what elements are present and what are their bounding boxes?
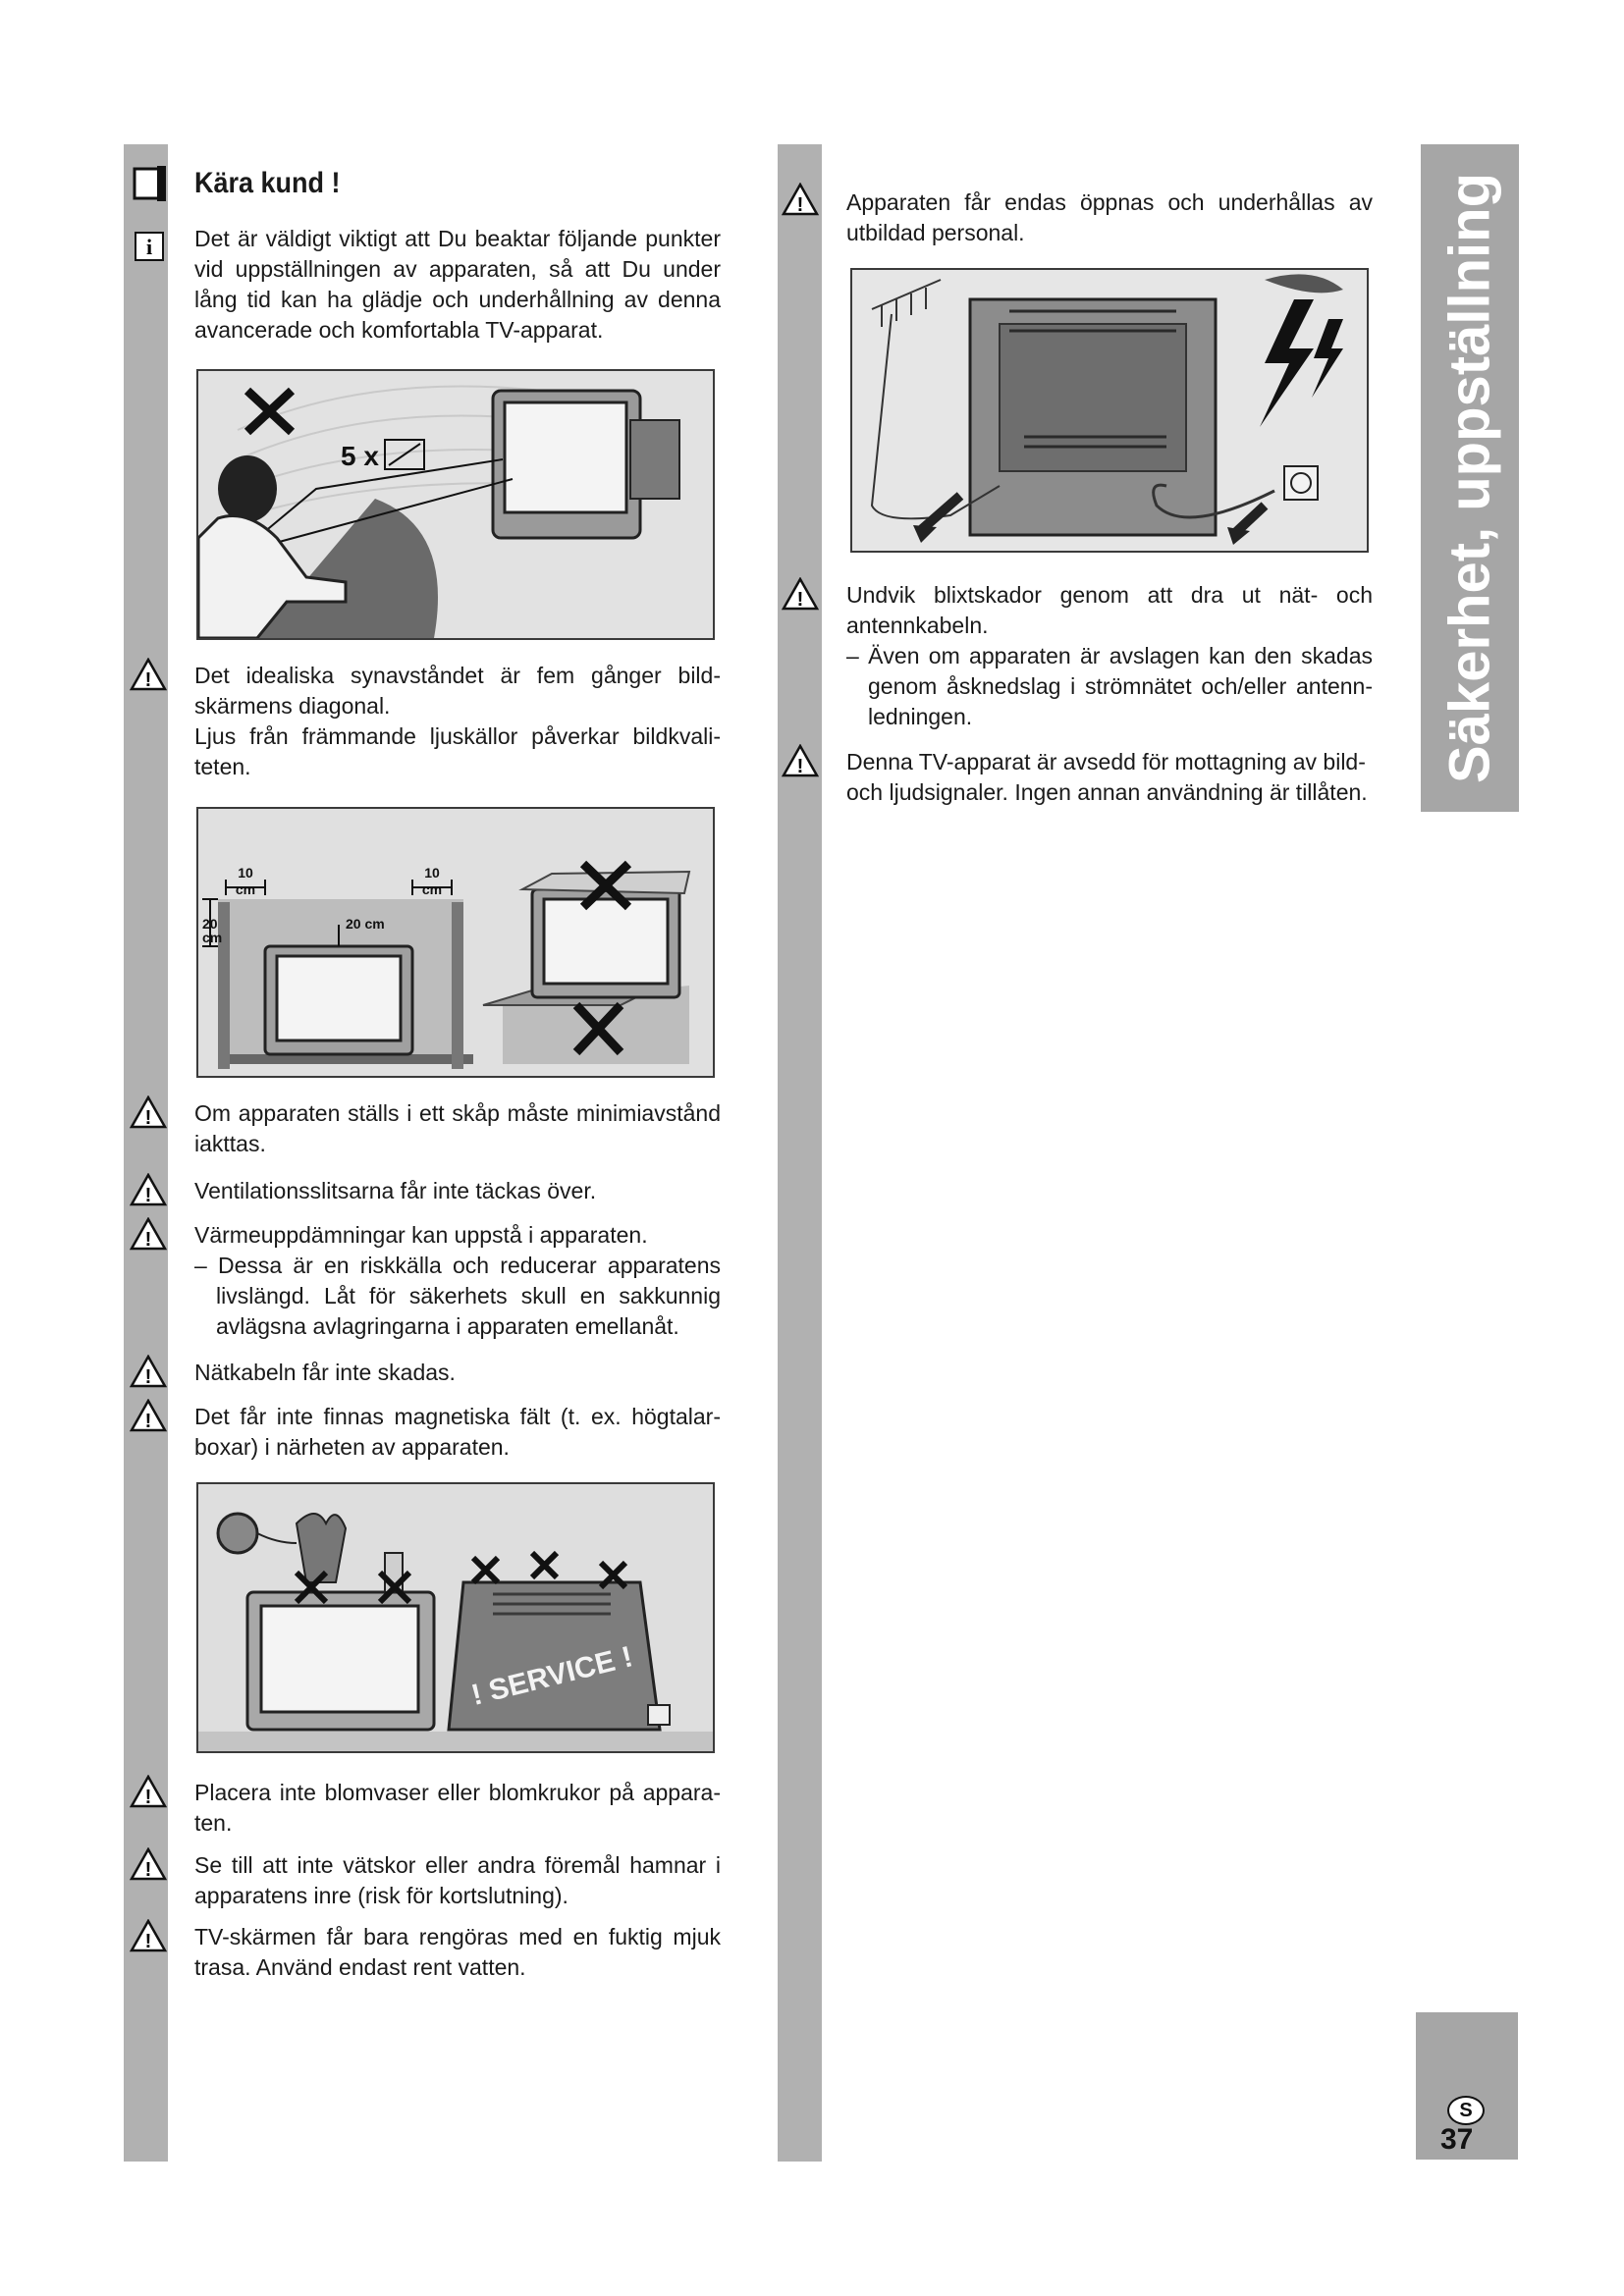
gap-right-value: 10 <box>424 865 440 881</box>
service-figure <box>196 1482 715 1753</box>
warning-icon <box>130 1095 167 1134</box>
warning-icon <box>782 183 819 221</box>
svg-text:!: ! <box>144 1411 152 1432</box>
warning-icon <box>130 658 167 696</box>
warning-icon <box>130 1919 167 1957</box>
page-number-box <box>1416 2012 1518 2160</box>
warning-icon <box>130 1399 167 1437</box>
section-side-tab <box>1421 144 1519 812</box>
svg-text:!: ! <box>796 194 804 216</box>
gap-top-value: 20 cm <box>346 916 385 932</box>
svg-text:!: ! <box>144 1859 152 1881</box>
service-label: ! SERVICE ! <box>467 1640 636 1712</box>
svg-text:!: ! <box>144 1185 152 1206</box>
section-title-vertical: Säkerhet, uppställning <box>1437 173 1502 783</box>
notice-lightning: Undvik blixtskador genom att dra ut nät- och antennkabeln. – Även om apparaten är avslagen kan den skadas genom åsknedslag i strömnätet och/eller antenn-ledningen. <box>846 582 1373 729</box>
power-socket-icon <box>1284 466 1318 500</box>
tv-set-4 <box>247 1592 434 1730</box>
notice-magnetic-fields: Det får inte finnas magnetiska fält (t. ex. högtalar-boxar) i närheten av apparaten. <box>194 1404 721 1460</box>
svg-text:i: i <box>145 235 153 259</box>
svg-text:!: ! <box>144 1931 152 1952</box>
tv-rear-6 <box>970 299 1216 535</box>
warning-icon <box>782 577 819 615</box>
svg-text:!: ! <box>144 1107 152 1129</box>
notice-heat-buildup: Värmeuppdämningar kan uppstå i apparaten. – Dessa är en riskkälla och reducerar apparatens livslängd. Låt för säkerhets skull en sakkunnig avlägsna avlagringarna i apparaten emellanåt. <box>194 1222 721 1339</box>
notice-flower-vases: Placera inte blomvaser eller blomkrukor på appara-ten. <box>194 1780 721 1836</box>
language-badge: S <box>1447 2096 1485 2125</box>
fig1-label: 5 x <box>341 441 379 471</box>
page-number: 37 <box>1440 2123 1474 2156</box>
gap-left-unit: cm <box>235 881 256 897</box>
speaker-icon <box>218 1514 257 1553</box>
gap-below-unit: cm <box>202 930 223 945</box>
svg-text:!: ! <box>144 1229 152 1251</box>
notice-power-cable: Nätkabeln får inte skadas. <box>194 1360 456 1385</box>
notice-liquids: Se till att inte vätskor eller andra föremål hamnar i apparatens inre (risk för kortslutning). <box>194 1852 721 1908</box>
svg-text:!: ! <box>144 1366 152 1388</box>
warning-icon <box>130 1775 167 1813</box>
warning-icon <box>782 744 819 782</box>
svg-text:!: ! <box>144 669 152 691</box>
gap-below-value: 20 <box>202 916 218 932</box>
gap-left-value: 10 <box>238 865 253 881</box>
viewing-distance-figure <box>196 369 715 640</box>
intro-text: Det är väldigt viktigt att Du beaktar följande punkter vid uppställningen av apparaten, så att Du under lång tid kan ha glädje och underhållning av denna avancerade och komfortabla TV-apparat. <box>194 226 721 343</box>
notice-screen-cleaning: TV-skärmen får bara rengöras med en fuktig mjuk trasa. Använd endast rent vatten. <box>194 1924 721 1980</box>
notice-viewing-distance: Det idealiska synavståndet är fem gånger bild-skärmens diagonal. Ljus från främmande ljuskällor påverkar bildkvali-teten. <box>194 663 721 779</box>
warning-icon <box>130 1355 167 1393</box>
info-icon <box>135 232 164 266</box>
gap-right-unit: cm <box>421 881 443 897</box>
tv-set-2 <box>265 946 412 1054</box>
checkbox-icon <box>132 164 171 206</box>
clearance-figure <box>196 807 715 1078</box>
page-title: Kära kund ! <box>194 167 341 199</box>
notice-cabinet-distance: Om apparaten ställs i ett skåp måste minimiavstånd iakttas. <box>194 1100 721 1156</box>
svg-text:!: ! <box>796 589 804 611</box>
notice-ventilation: Ventilationsslitsarna får inte täckas över. <box>194 1178 597 1203</box>
notice-qualified-personnel: Apparaten får endas öppnas och underhållas av utbildad personal. <box>846 189 1373 245</box>
svg-text:!: ! <box>144 1787 152 1808</box>
notice-intended-use: Denna TV-apparat är avsedd för mottagning av bild- och ljudsignaler. Ingen annan användning är tillåten. <box>846 749 1368 805</box>
svg-text:!: ! <box>796 756 804 777</box>
center-margin-bar <box>778 144 822 2162</box>
flower-pot-icon <box>297 1514 346 1582</box>
warning-icon <box>130 1173 167 1211</box>
lightning-figure <box>850 268 1369 553</box>
warning-icon <box>130 1847 167 1886</box>
warning-icon <box>130 1217 167 1255</box>
